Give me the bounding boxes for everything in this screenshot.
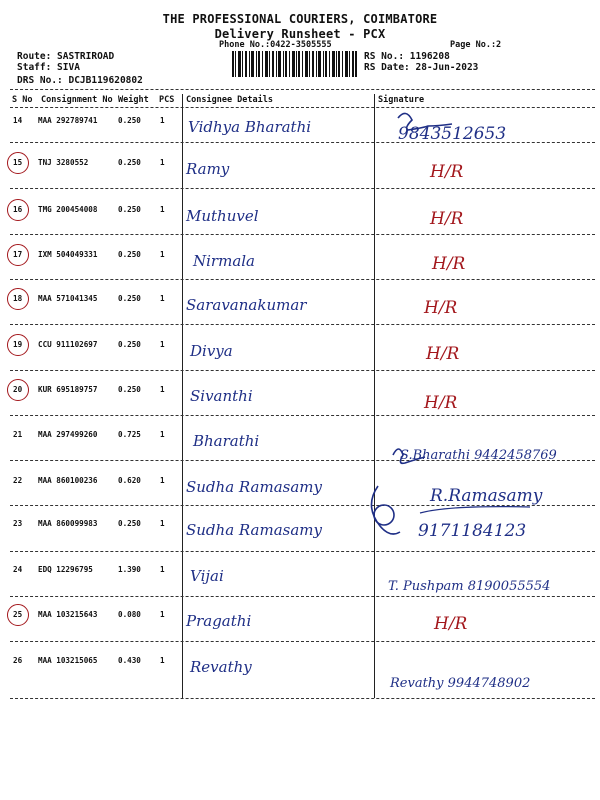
row-divider xyxy=(10,324,595,325)
row-signature-handwritten: H/R xyxy=(424,298,458,318)
row-divider xyxy=(10,505,595,506)
sheet-title: Delivery Runsheet - PCX xyxy=(214,27,386,41)
row-consignment-no: MAA 103215643 xyxy=(38,610,98,619)
row-weight: 0.250 xyxy=(118,158,141,167)
col-header-consignment: Consignment No xyxy=(41,95,113,105)
row-consignment-no: EDQ 12296795 xyxy=(38,565,93,574)
row-pcs: 1 xyxy=(160,565,165,574)
row-weight: 0.250 xyxy=(118,250,141,259)
row-pcs: 1 xyxy=(160,385,165,394)
barcode-bars xyxy=(232,51,357,77)
row-pcs: 1 xyxy=(160,656,165,665)
barcode-graphic xyxy=(232,51,357,77)
col-header-signature: Signature xyxy=(378,95,425,105)
row-consignee-handwritten: Ramy xyxy=(186,160,230,178)
row-consignee-handwritten: Nirmala xyxy=(193,252,255,270)
row-sno: 26 xyxy=(13,656,23,665)
row-consignment-no: KUR 695189757 xyxy=(38,385,98,394)
row-signature-handwritten: H/R xyxy=(424,393,458,413)
column-rule-consignee xyxy=(182,94,183,698)
route-field: Route: SASTRIROAD xyxy=(17,51,115,62)
row-weight: 1.390 xyxy=(118,565,141,574)
row-sno: 20 xyxy=(13,385,23,394)
row-divider xyxy=(10,460,595,461)
row-divider xyxy=(10,596,595,597)
row-sno: 21 xyxy=(13,430,23,439)
phone-number: Phone No.:0422-3505555 xyxy=(219,40,332,50)
row-consignee-handwritten: Vijai xyxy=(190,567,224,585)
row-sno: 15 xyxy=(13,158,23,167)
row-consignee-handwritten: Saravanakumar xyxy=(186,296,307,314)
row-sno: 23 xyxy=(13,519,23,528)
row-weight: 0.250 xyxy=(118,116,141,125)
sno-circle-mark xyxy=(7,199,29,221)
company-name: THE PROFESSIONAL COURIERS, COIMBATORE xyxy=(162,12,438,26)
sno-circle-mark xyxy=(7,334,29,356)
row-consignee-handwritten: Vidhya Bharathi xyxy=(188,118,312,136)
column-rule-signature xyxy=(374,94,375,698)
sno-circle-mark xyxy=(7,244,29,266)
row-consignee-handwritten: Sudha Ramasamy xyxy=(186,521,322,539)
sno-circle-mark xyxy=(7,288,29,310)
row-divider xyxy=(10,551,595,552)
row-sno: 19 xyxy=(13,340,23,349)
row-signature-handwritten: H/R xyxy=(430,162,464,182)
row-pcs: 1 xyxy=(160,205,165,214)
row-consignee-handwritten: Sudha Ramasamy xyxy=(186,478,322,496)
row-signature-handwritten: S.Bharathi 9442458769 xyxy=(400,448,557,463)
row-consignee-handwritten: Bharathi xyxy=(193,432,260,450)
row-weight: 0.250 xyxy=(118,205,141,214)
rs-date: RS Date: 28-Jun-2023 xyxy=(364,62,479,73)
sno-circle-mark xyxy=(7,604,29,626)
row-weight: 0.620 xyxy=(118,476,141,485)
row-consignment-no: MAA 292789741 xyxy=(38,116,98,125)
row-consignment-no: IXM 504049331 xyxy=(38,250,98,259)
row-sno: 18 xyxy=(13,294,23,303)
row-consignment-no: CCU 911102697 xyxy=(38,340,98,349)
rs-number: RS No.: 1196208 xyxy=(364,51,450,62)
row-sno: 14 xyxy=(13,116,23,125)
row-weight: 0.725 xyxy=(118,430,141,439)
header-divider-bottom xyxy=(10,107,595,108)
row-sno: 25 xyxy=(13,610,23,619)
row-pcs: 1 xyxy=(160,430,165,439)
row-divider xyxy=(10,370,595,371)
row-consignee-handwritten: Divya xyxy=(190,342,233,360)
row-consignment-no: MAA 103215065 xyxy=(38,656,98,665)
col-header-sno: S No xyxy=(12,95,33,105)
staff-field: Staff: SIVA xyxy=(17,62,80,73)
row-signature-handwritten: 9843512653 xyxy=(398,124,507,144)
row-consignee-handwritten: Sivanthi xyxy=(190,387,253,405)
row-consignment-no: MAA 860099983 xyxy=(38,519,98,528)
row-weight: 0.250 xyxy=(118,340,141,349)
row-consignment-no: MAA 860100236 xyxy=(38,476,98,485)
col-header-consignee: Consignee Details xyxy=(186,95,273,105)
row-pcs: 1 xyxy=(160,116,165,125)
row-consignment-no: TMG 200454008 xyxy=(38,205,98,214)
row-divider xyxy=(10,188,595,189)
row-weight: 0.250 xyxy=(118,519,141,528)
row-weight: 0.250 xyxy=(118,294,141,303)
row-pcs: 1 xyxy=(160,158,165,167)
row-consignment-no: MAA 571041345 xyxy=(38,294,98,303)
row-consignment-no: TNJ 3280552 xyxy=(38,158,89,167)
row-consignment-no: MAA 297499260 xyxy=(38,430,98,439)
row-pcs: 1 xyxy=(160,476,165,485)
row-pcs: 1 xyxy=(160,610,165,619)
row-pcs: 1 xyxy=(160,519,165,528)
row-signature-handwritten: H/R xyxy=(434,614,468,634)
row-consignee-handwritten: Revathy xyxy=(190,658,252,676)
header-divider-top xyxy=(10,89,595,90)
sno-circle-mark xyxy=(7,379,29,401)
row-divider xyxy=(10,698,595,699)
row-signature-handwritten: H/R xyxy=(432,254,466,274)
row-consignee-handwritten: Muthuvel xyxy=(186,207,259,225)
row-signature-handwritten: T. Pushpam 8190055554 xyxy=(388,579,551,594)
row-signature-handwritten: 9171184123 xyxy=(418,521,527,541)
row-weight: 0.430 xyxy=(118,656,141,665)
row-divider xyxy=(10,142,595,143)
page-number: Page No.:2 xyxy=(450,40,502,50)
row-sno: 24 xyxy=(13,565,23,574)
row-sno: 17 xyxy=(13,250,23,259)
col-header-pcs: PCS xyxy=(159,95,175,105)
row-signature-handwritten: Revathy 9944748902 xyxy=(390,676,531,691)
row-weight: 0.250 xyxy=(118,385,141,394)
row-divider xyxy=(10,641,595,642)
drs-number: DRS No.: DCJB119620802 xyxy=(17,75,143,86)
row-sno: 16 xyxy=(13,205,23,214)
row-pcs: 1 xyxy=(160,340,165,349)
row-divider xyxy=(10,279,595,280)
row-weight: 0.080 xyxy=(118,610,141,619)
row-signature-handwritten: H/R xyxy=(430,209,464,229)
row-divider xyxy=(10,415,595,416)
row-consignee-handwritten: Pragathi xyxy=(186,612,252,630)
col-header-weight: Weight xyxy=(118,95,149,105)
row-sno: 22 xyxy=(13,476,23,485)
row-pcs: 1 xyxy=(160,294,165,303)
row-pcs: 1 xyxy=(160,250,165,259)
row-divider xyxy=(10,234,595,235)
row-signature-handwritten: R.Ramasamy xyxy=(430,486,543,506)
sno-circle-mark xyxy=(7,152,29,174)
row-signature-handwritten: H/R xyxy=(426,344,460,364)
